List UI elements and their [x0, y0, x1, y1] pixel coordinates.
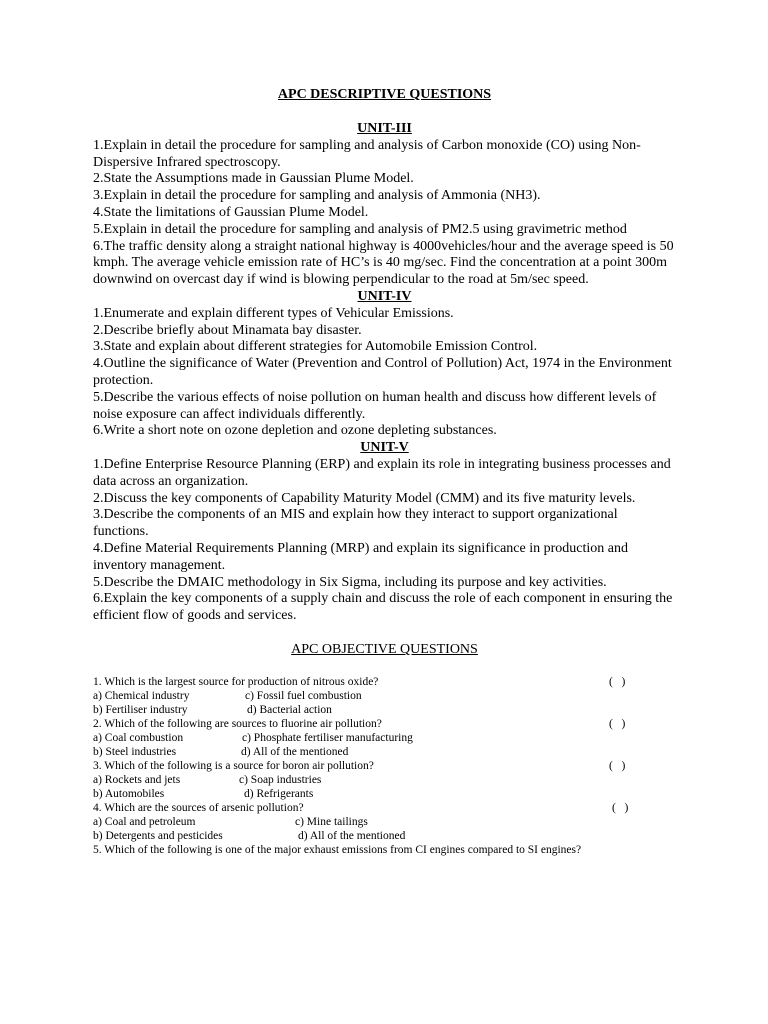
question-item: 2.State the Assumptions made in Gaussian Plume Model.	[93, 171, 414, 187]
mcq-option: a) Coal combustion	[93, 731, 184, 744]
mcq-question	[93, 675, 676, 689]
mcq-option-row	[93, 745, 676, 759]
question-item: 4.State the limitations of Gaussian Plume Model.	[93, 204, 369, 220]
mcq-option: c) Fossil fuel combustion	[245, 689, 362, 702]
document-title: APC DESCRIPTIVE QUESTIONS	[277, 87, 492, 102]
question-item: 6.Write a short note on ozone depletion and ozone depleting substances.	[93, 423, 497, 439]
objective-title: APC OBJECTIVE QUESTIONS	[291, 641, 478, 657]
question-item: 2.Describe briefly about Minamata bay disaster.	[93, 322, 362, 338]
mcq-option: c) Soap industries	[239, 773, 322, 786]
question-item: 5.Explain in detail the procedure for sampling and analysis of PM2.5 using gravimetric method	[93, 221, 627, 237]
mcq-option: c) Mine tailings	[295, 815, 368, 828]
mcq-option: d) Refrigerants	[244, 787, 314, 800]
mcq-question	[93, 843, 676, 857]
mcq-option: d) All of the mentioned	[241, 745, 349, 758]
mcq-option-row	[93, 787, 676, 801]
mcq-option-row	[93, 829, 676, 843]
question-list	[93, 457, 676, 625]
question-item: 6.The traffic density along a straight national highway is 4000vehicles/hour and the average speed is 50 kmph. The average vehicle emission rate of HC’s is 40 mg/sec. Find the concentration at a point 300m downwind on overcast day if wind is blowing perpendicular to the road at 5m/sec speed.	[93, 238, 674, 288]
question-item: 3.Describe the components of an MIS and explain how they interact to support organizational functions.	[93, 507, 618, 540]
question-item: 4.Outline the significance of Water (Prevention and Control of Pollution) Act, 1974 in the Environment protection.	[93, 356, 672, 388]
mcq-question	[93, 759, 676, 773]
unit-section	[93, 289, 676, 440]
answer-blank: ( )	[609, 675, 626, 688]
mcq-question-text: 4. Which are the sources of arsenic pollution?	[93, 801, 304, 814]
mcq-option-row	[93, 815, 676, 829]
question-item: 1.Enumerate and explain different types of Vehicular Emissions.	[93, 305, 454, 321]
mcq-option: b) Detergents and pesticides	[93, 829, 223, 842]
question-item: 4.Define Material Requirements Planning (MRP) and explain its significance in production and inventory management.	[93, 540, 628, 573]
unit-section	[93, 440, 676, 625]
unit-heading: UNIT-IV	[357, 288, 412, 304]
question-list	[93, 306, 676, 440]
mcq-option: a) Chemical industry	[93, 689, 190, 702]
mcq-option: d) All of the mentioned	[298, 829, 406, 842]
mcq-option-row	[93, 731, 676, 745]
mcq-option: a) Rockets and jets	[93, 773, 181, 786]
mcq-question-text: 1. Which is the largest source for production of nitrous oxide?	[93, 675, 379, 688]
mcq-option: d) Bacterial action	[247, 703, 332, 716]
question-list	[93, 138, 676, 289]
answer-blank: ( )	[609, 717, 626, 730]
mcq-option: a) Coal and petroleum	[93, 815, 196, 828]
answer-blank: ( )	[609, 759, 626, 772]
question-item: 6.Explain the key components of a supply chain and discuss the role of each component in ensuring the efficient flow of goods and services.	[93, 591, 673, 624]
mcq-option-row	[93, 773, 676, 787]
mcq-question-text: 2. Which of the following are sources to fluorine air pollution?	[93, 717, 382, 730]
mcq-question	[93, 717, 676, 731]
mcq-option: c) Phosphate fertiliser manufacturing	[242, 731, 413, 744]
mcq-option-row	[93, 703, 676, 717]
question-item: 3.Explain in detail the procedure for sampling and analysis of Ammonia (NH3).	[93, 188, 541, 204]
mcq-question-text: 5. Which of the following is one of the major exhaust emissions from CI engines compared to SI engines?	[93, 843, 582, 856]
mcq-option: b) Steel industries	[93, 745, 177, 758]
question-item: 3.State and explain about different strategies for Automobile Emission Control.	[93, 339, 538, 355]
unit-heading: UNIT-III	[357, 121, 412, 136]
mcq-question	[93, 801, 676, 815]
question-item: 5.Describe the DMAIC methodology in Six Sigma, including its purpose and key activities.	[93, 574, 607, 590]
answer-blank: ( )	[612, 801, 629, 814]
mcq-question-text: 3. Which of the following is a source for boron air pollution?	[93, 759, 374, 772]
question-item: 5.Describe the various effects of noise pollution on human health and discuss how different levels of noise exposure can affect individuals differently.	[93, 389, 657, 422]
question-item: 2.Discuss the key components of Capability Maturity Model (CMM) and its five maturity levels.	[93, 490, 636, 506]
mcq-option: b) Automobiles	[93, 787, 165, 800]
mcq-option: b) Fertiliser industry	[93, 703, 188, 716]
question-item: 1.Explain in detail the procedure for sampling and analysis of Carbon monoxide (CO) using Non-Dispersive Infrared spectroscopy.	[93, 137, 641, 170]
unit-heading: UNIT-V	[360, 440, 409, 456]
mcq-option-row	[93, 689, 676, 703]
unit-section	[93, 121, 676, 289]
objective-question-list	[93, 675, 676, 857]
question-item: 1.Define Enterprise Resource Planning (ERP) and explain its role in integrating business processes and data across an organization.	[93, 456, 671, 489]
